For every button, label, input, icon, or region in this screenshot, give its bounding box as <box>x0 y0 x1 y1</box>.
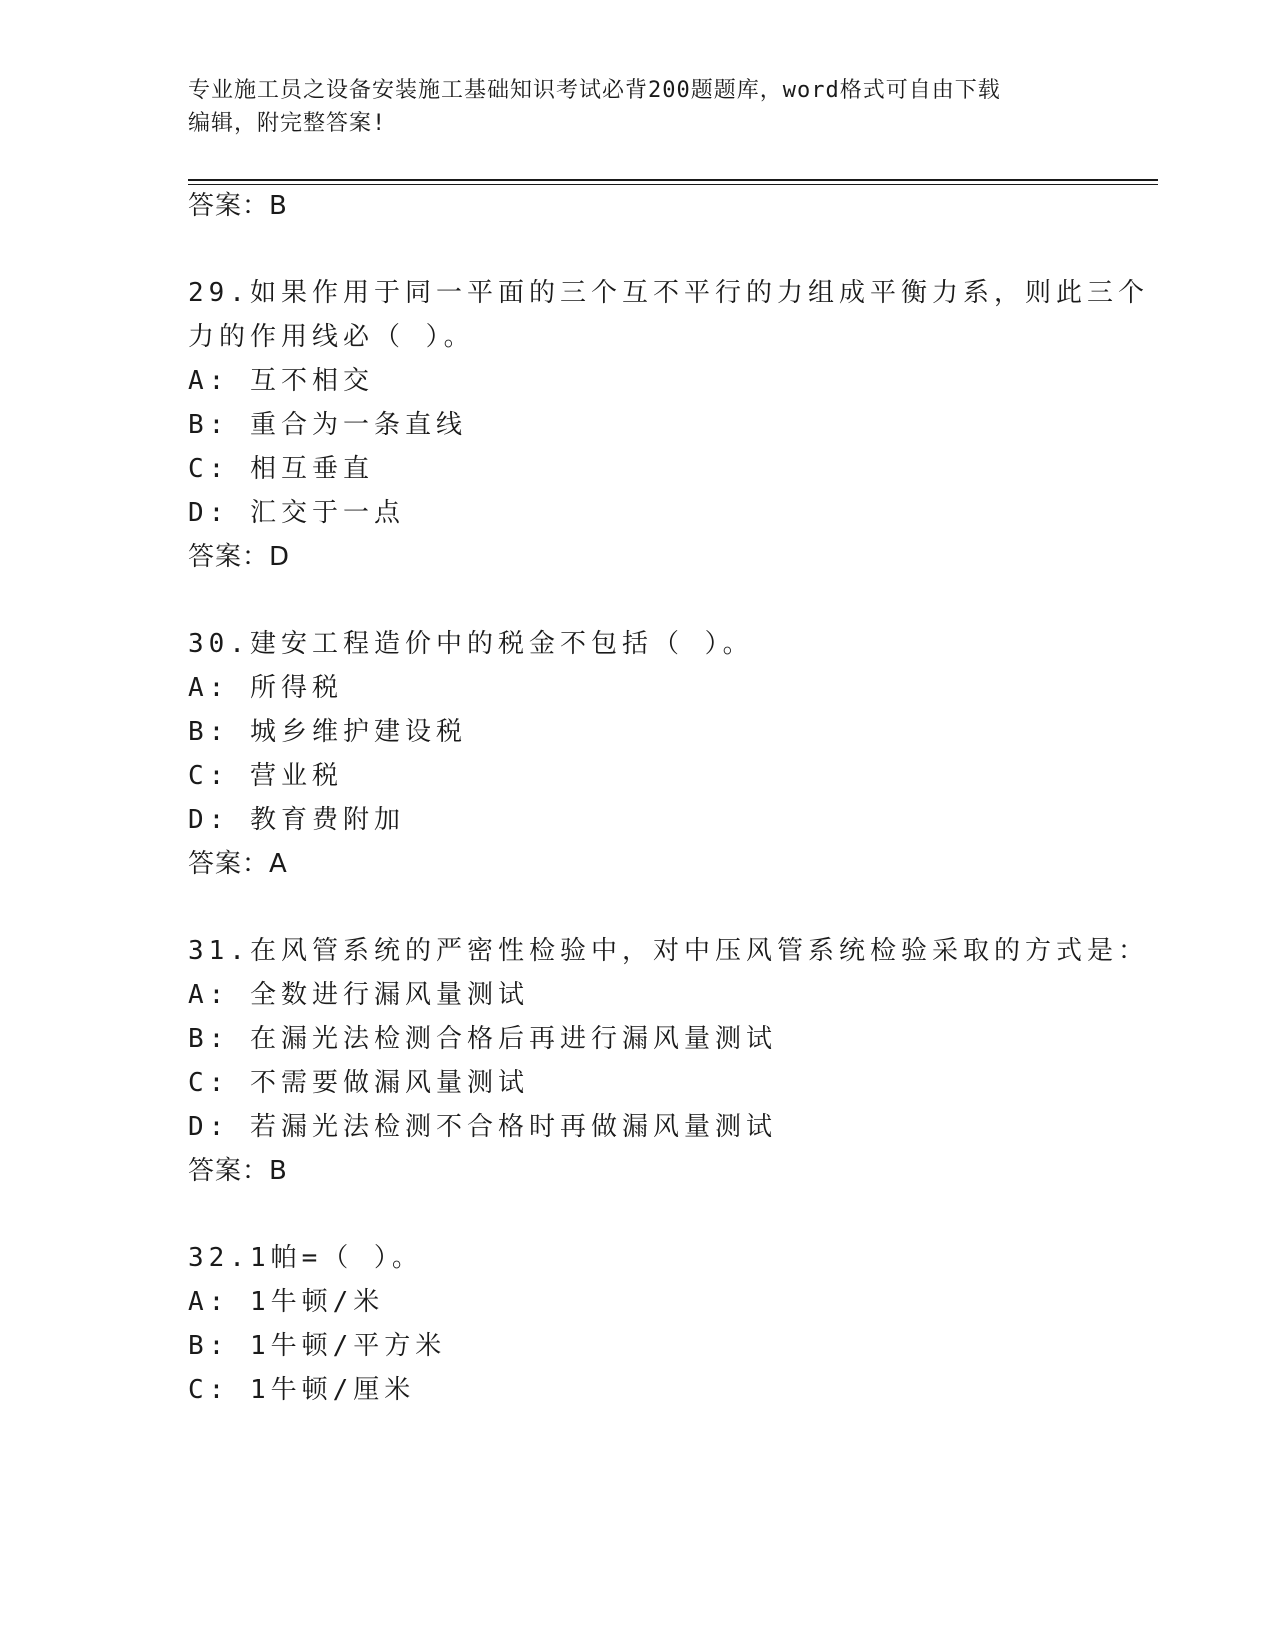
question-32-stem: 32.1帕=（ ）。 <box>188 1243 423 1273</box>
question-29-option-a: A: 互不相交 <box>188 366 374 396</box>
question-32-option-b: B: 1牛顿/平方米 <box>188 1331 447 1361</box>
question-29-option-d: D: 汇交于一点 <box>188 498 405 528</box>
question-30-option-c: C: 营业税 <box>188 761 343 791</box>
header-divider-bottom <box>188 184 1158 185</box>
header-line-2: 编辑，附完整答案! <box>188 111 387 136</box>
header-line-1: 专业施工员之设备安装施工基础知识考试必背200题题库，word格式可自由下载 <box>188 78 1001 103</box>
question-29-option-b: B: 重合为一条直线 <box>188 410 467 440</box>
header-divider-top <box>188 179 1158 181</box>
question-31-option-c: C: 不需要做漏风量测试 <box>188 1068 529 1098</box>
question-29-stem-line-1: 29.如果作用于同一平面的三个互不平行的力组成平衡力系，则此三个 <box>188 278 1149 308</box>
answer-28: 答案：B <box>188 191 288 221</box>
question-30-stem: 30.建安工程造价中的税金不包括（ ）。 <box>188 629 754 659</box>
answer-29: 答案：D <box>188 542 291 572</box>
question-29-option-c: C: 相互垂直 <box>188 454 374 484</box>
question-30-option-b: B: 城乡维护建设税 <box>188 717 467 747</box>
question-32-option-c: C: 1牛顿/厘米 <box>188 1375 416 1405</box>
question-30-option-d: D: 教育费附加 <box>188 805 405 835</box>
question-31-stem: 31.在风管系统的严密性检验中，对中压风管系统检验采取的方式是： <box>188 936 1149 966</box>
answer-30: 答案：A <box>188 849 288 879</box>
answer-31: 答案：B <box>188 1156 288 1186</box>
question-31-option-d: D: 若漏光法检测不合格时再做漏风量测试 <box>188 1112 777 1142</box>
question-31-option-a: A: 全数进行漏风量测试 <box>188 980 529 1010</box>
question-29-stem-line-2: 力的作用线必（ ）。 <box>188 322 475 352</box>
question-32-option-a: A: 1牛顿/米 <box>188 1287 385 1317</box>
question-31-option-b: B: 在漏光法检测合格后再进行漏风量测试 <box>188 1024 777 1054</box>
question-30-option-a: A: 所得税 <box>188 673 343 703</box>
document-header <box>188 74 1088 140</box>
